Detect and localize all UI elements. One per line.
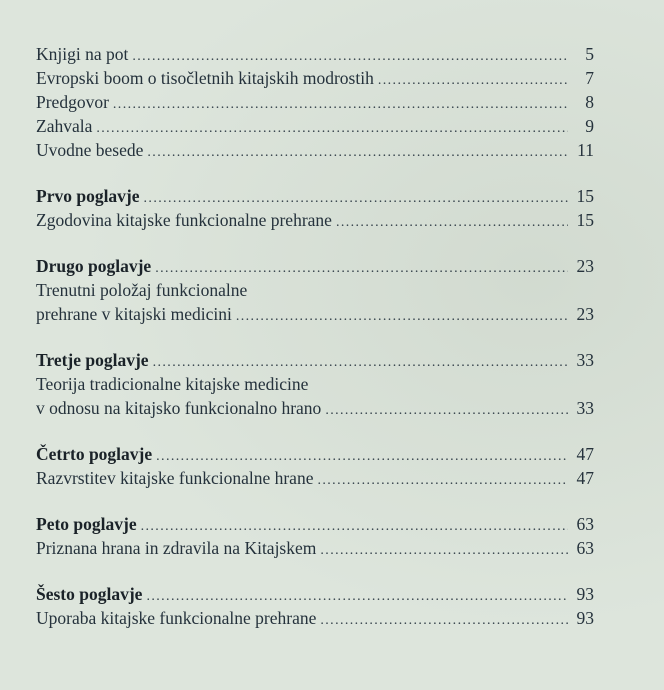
- chapter-subtitle: prehrane v kitajski medicini: [36, 304, 232, 324]
- chapter-page: 33: [576, 350, 594, 370]
- toc-entry-title: Predgovor: [36, 92, 109, 112]
- dot-leader: [317, 469, 568, 493]
- chapter-subtitle-line: [36, 278, 594, 302]
- chapter-title: Prvo poglavje: [36, 186, 140, 206]
- section-gap: [36, 232, 594, 254]
- toc-entry-title: Knjigi na pot: [36, 44, 129, 64]
- chapter-heading[interactable]: [36, 582, 594, 606]
- toc-entry[interactable]: [36, 138, 594, 162]
- section-gap: [36, 420, 594, 442]
- section-gap: [36, 326, 594, 348]
- chapter-page: 93: [576, 584, 594, 604]
- chapter-subtitle-page: 47: [576, 468, 594, 488]
- toc-entry-title: Uvodne besede: [36, 140, 144, 160]
- chapter-subtitle-line[interactable]: [36, 536, 594, 560]
- dot-leader: [320, 609, 568, 633]
- chapter-subtitle-page: 15: [576, 210, 594, 230]
- section-gap: [36, 490, 594, 512]
- table-of-contents: [36, 42, 594, 630]
- dot-leader: [113, 93, 568, 117]
- chapter-page: 47: [576, 444, 594, 464]
- dot-leader: [147, 141, 568, 165]
- chapter-subtitle-line[interactable]: [36, 302, 594, 326]
- chapter-subtitle-line: [36, 372, 594, 396]
- chapter-heading[interactable]: [36, 442, 594, 466]
- chapter-title: Peto poglavje: [36, 514, 137, 534]
- chapter-subtitle: Razvrstitev kitajske funkcionalne hrane: [36, 468, 314, 488]
- chapter-subtitle-page: 63: [576, 538, 594, 558]
- chapter-subtitle-page: 33: [576, 398, 594, 418]
- toc-entry-title: Evropski boom o tisočletnih kitajskih modrostih: [36, 68, 374, 88]
- toc-entry-page: 7: [585, 68, 594, 88]
- toc-entry-page: 8: [585, 92, 594, 112]
- toc-entry-page: 11: [577, 140, 594, 160]
- chapter-subtitle: v odnosu na kitajsko funkcionalno hrano: [36, 398, 322, 418]
- dot-leader: [320, 539, 568, 563]
- dot-leader: [325, 399, 568, 423]
- dot-leader: [336, 211, 568, 235]
- chapter-subtitle-line[interactable]: [36, 208, 594, 232]
- chapter-subtitle-line[interactable]: [36, 606, 594, 630]
- toc-entry[interactable]: [36, 114, 594, 138]
- toc-entry[interactable]: [36, 42, 594, 66]
- chapter-title: Tretje poglavje: [36, 350, 149, 370]
- chapter-title: Drugo poglavje: [36, 256, 152, 276]
- chapter-subtitle-line[interactable]: [36, 466, 594, 490]
- chapter-heading[interactable]: [36, 184, 594, 208]
- toc-entry[interactable]: [36, 90, 594, 114]
- toc-entry-page: 5: [585, 44, 594, 64]
- chapter-subtitle: Teorija tradicionalne kitajske medicine: [36, 374, 309, 394]
- chapter-heading[interactable]: [36, 254, 594, 278]
- chapter-subtitle: Uporaba kitajske funkcionalne prehrane: [36, 608, 317, 628]
- toc-entry-page: 9: [585, 116, 594, 136]
- chapter-title: Šesto poglavje: [36, 584, 143, 604]
- chapter-heading[interactable]: [36, 512, 594, 536]
- section-gap: [36, 162, 594, 184]
- dot-leader: [96, 117, 568, 141]
- chapter-subtitle: Priznana hrana in zdravila na Kitajskem: [36, 538, 317, 558]
- chapter-subtitle: Zgodovina kitajske funkcionalne prehrane: [36, 210, 332, 230]
- dot-leader: [378, 69, 568, 93]
- dot-leader: [236, 305, 568, 329]
- chapter-subtitle-page: 93: [576, 608, 594, 628]
- toc-entry-title: Zahvala: [36, 116, 93, 136]
- chapter-page: 63: [576, 514, 594, 534]
- section-gap: [36, 560, 594, 582]
- toc-entry[interactable]: [36, 66, 594, 90]
- chapter-page: 15: [576, 186, 594, 206]
- chapter-subtitle-line[interactable]: [36, 396, 594, 420]
- chapter-subtitle-page: 23: [576, 304, 594, 324]
- chapter-heading[interactable]: [36, 348, 594, 372]
- chapter-page: 23: [576, 256, 594, 276]
- chapter-subtitle: Trenutni položaj funkcionalne: [36, 280, 248, 300]
- chapter-title: Četrto poglavje: [36, 444, 153, 464]
